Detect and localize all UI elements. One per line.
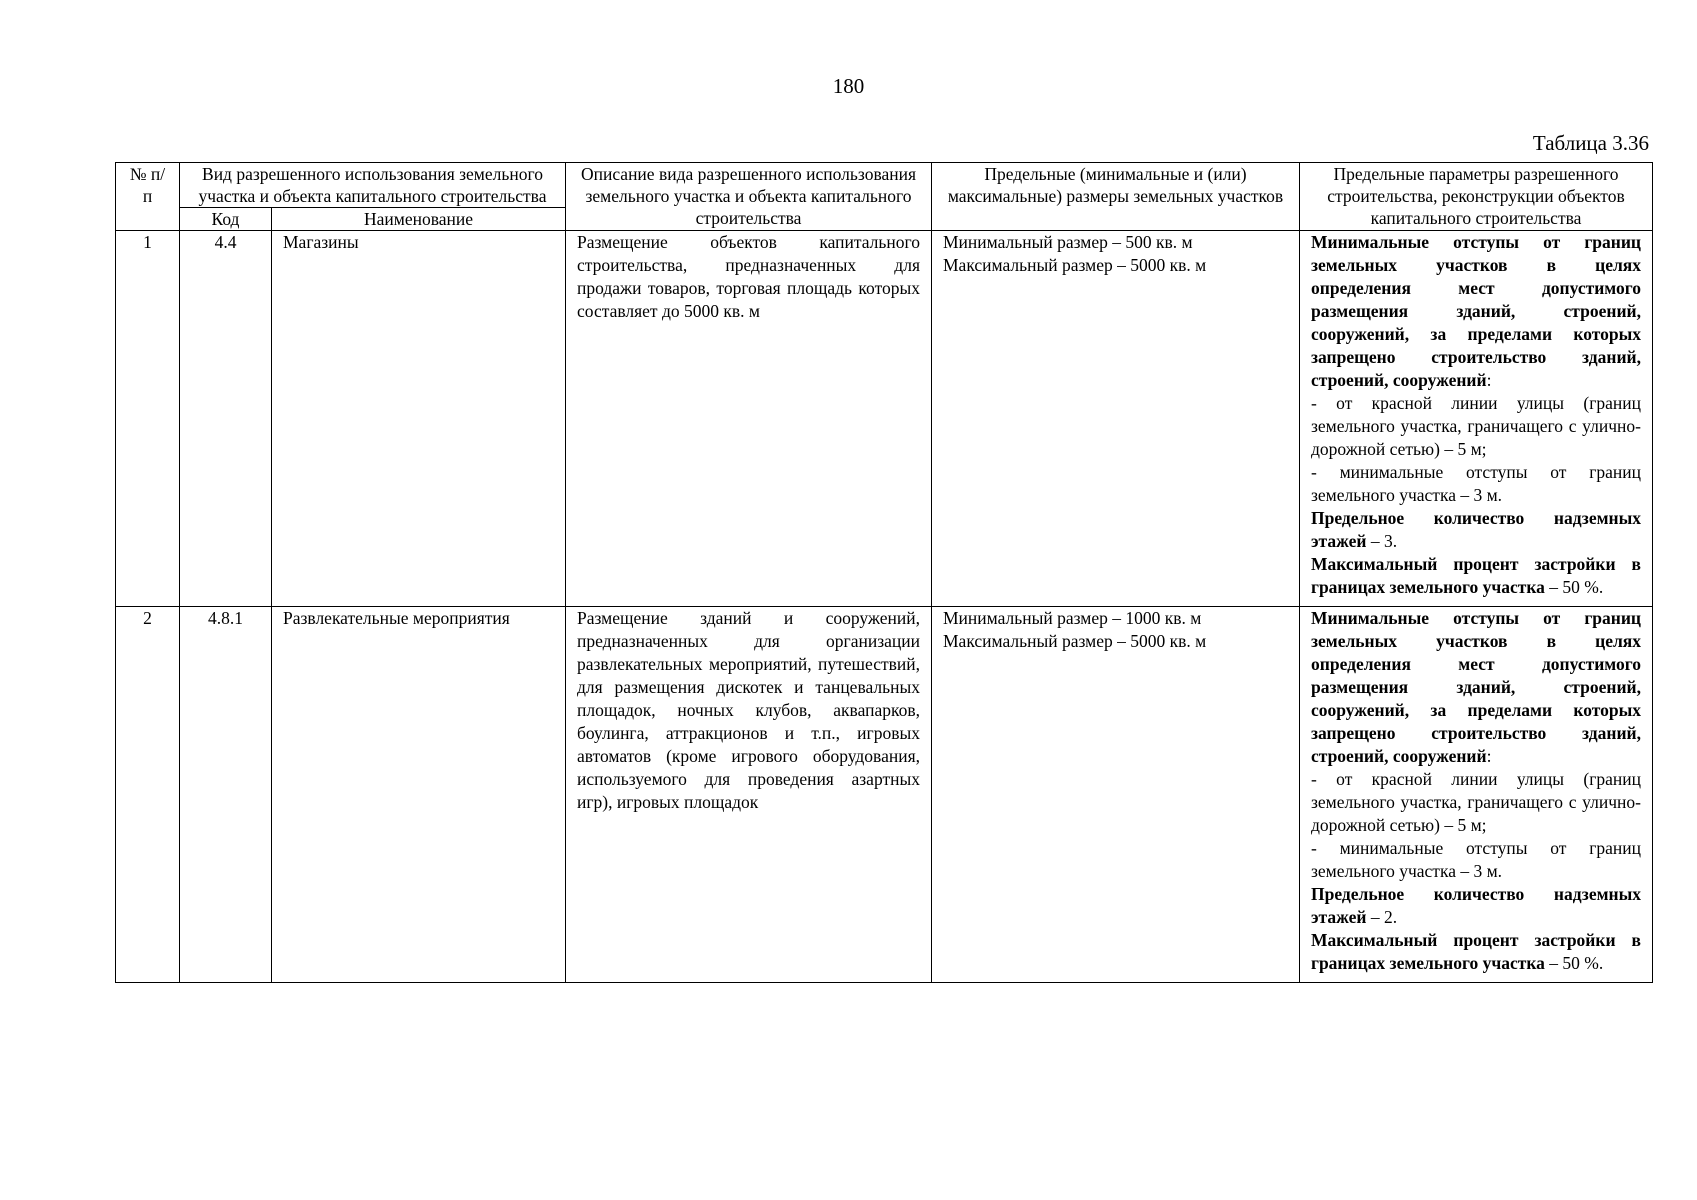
row-name: Магазины [272,231,566,607]
header-sizes: Предельные (минимальные и (или) максимальные) размеры земельных участков [932,163,1300,231]
header-use-type: Вид разрешенного использования земельного участка и объекта капитального строительства [180,163,566,208]
floors-label: Предельное количество надземных этажей [1311,884,1641,927]
header-num: № п/п [116,163,180,231]
row-number: 1 [116,231,180,607]
page-number: 180 [832,74,865,98]
indent-colon: : [1486,746,1492,766]
header-code: Код [180,208,272,231]
coverage-value: – 50 %. [1544,577,1604,597]
red-line-indent: - от красной линии улицы (границ земельного участка, граничащего с улично-дорожной сетью) – 5 м; [1311,769,1641,835]
indent-colon: : [1486,370,1492,390]
table-label: Таблица 3.36 [1532,131,1649,155]
coverage-label: Максимальный процент застройки в границах земельного участка [1311,554,1641,597]
size-max: Максимальный размер – 5000 кв. м [943,255,1207,275]
row-number: 2 [116,607,180,983]
red-line-indent: - от красной линии улицы (границ земельного участка, граничащего с улично-дорожной сетью) – 5 м; [1311,393,1641,459]
row-description: Размещение объектов капитального строительства, предназначенных для продажи товаров, торговая площадь которых составляет до 5000 кв. м [566,231,932,607]
row-name: Развлекательные мероприятия [272,607,566,983]
coverage-value: – 50 %. [1544,953,1604,973]
floors-value: – 3. [1366,531,1398,551]
coverage-label: Максимальный процент застройки в границах земельного участка [1311,930,1641,973]
table-row [116,607,1653,983]
land-use-table [115,162,1653,983]
table-row [116,231,1653,607]
size-min: Минимальный размер – 500 кв. м [943,232,1193,252]
row-code: 4.4 [180,231,272,607]
floors-label: Предельное количество надземных этажей [1311,508,1641,551]
size-max: Максимальный размер – 5000 кв. м [943,631,1207,651]
row-sizes [932,607,1300,983]
row-params [1300,607,1653,983]
indent-title: Минимальные отступы от границ земельных участков в целях определения мест допустимого размещения зданий, строений, сооружений, за пределами которых запрещено строительство зданий, строений, сооружений [1311,232,1641,390]
header-name: Наименование [272,208,566,231]
row-sizes [932,231,1300,607]
floors-value: – 2. [1366,907,1398,927]
header-description: Описание вида разрешенного использования земельного участка и объекта капитального строительства [566,163,932,231]
row-params [1300,231,1653,607]
header-row [116,163,1653,208]
size-min: Минимальный размер – 1000 кв. м [943,608,1202,628]
min-indent: - минимальные отступы от границ земельного участка – 3 м. [1311,838,1641,881]
row-description: Размещение зданий и сооружений, предназначенных для организации развлекательных мероприятий, путешествий, для размещения дискотек и танцевальных площадок, ночных клубов, аквапарков, боулинга, аттракционов и т.п., игровых автоматов (кроме игрового оборудования, используемого для проведения азартных игр), игровых площадок [566,607,932,983]
min-indent: - минимальные отступы от границ земельного участка – 3 м. [1311,462,1641,505]
indent-title: Минимальные отступы от границ земельных участков в целях определения мест допустимого размещения зданий, строений, сооружений, за пределами которых запрещено строительство зданий, строений, сооружений [1311,608,1641,766]
header-params: Предельные параметры разрешенного строительства, реконструкции объектов капитального строительства [1300,163,1653,231]
row-code: 4.8.1 [180,607,272,983]
